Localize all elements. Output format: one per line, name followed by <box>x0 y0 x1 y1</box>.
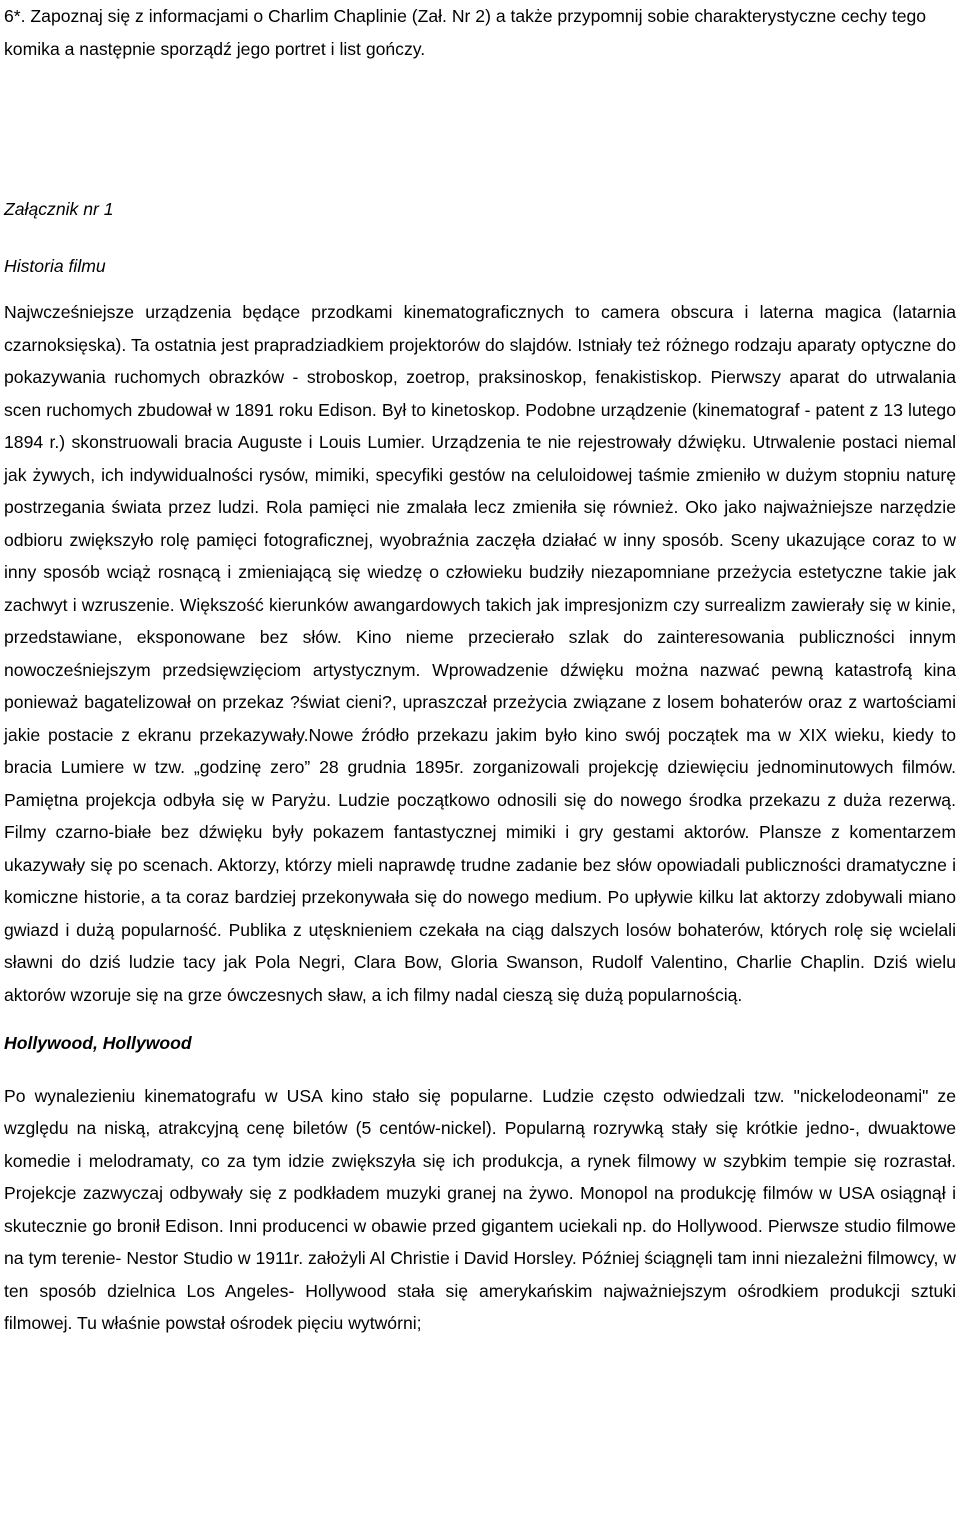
attachment-label: Załącznik nr 1 <box>4 199 114 219</box>
spacer <box>4 65 956 193</box>
spacer <box>4 226 956 250</box>
spacer <box>4 1011 956 1027</box>
section-title-film-history: Historia filmu <box>4 255 106 276</box>
spacer <box>4 282 956 296</box>
task-instruction: 6*. Zapoznaj się z informacjami o Charlim Chaplinie (Zał. Nr 2) a także przypomnij sobie charakterystyczne cechy tego komika a następnie sporządź jego portret i list gończy. <box>4 6 927 59</box>
film-history-paragraph: Najwcześniejsze urządzenia będące przodkami kinematograficznych to camera obscura i laterna magica (latarnia czarnoksięska). Ta ostatnia jest prapradziadkiem projektorów do slajdów. Istniały też różnego rodzaju aparaty optyczne do pokazywania ruchomych obrazków - stroboskop, zoetrop, praksinoskop, fenakistiskop. Pierwszy aparat do utrwalania scen ruchomych zbudował w 1891 roku Edison. Był to kinetoskop. Podobne urządzenie (kinematograf - patent z 13 lutego 1894 r.) skonstruowali bracia Auguste i Louis Lumier. Urządzenia te nie rejestrowały dźwięku. Utrwalenie postaci niemal jak żywych, ich indywidualności rysów, mimiki, specyfiki gestów na celuloidowej taśmie zmieniło w dużym stopniu naturę postrzegania świata przez ludzi. Rola pamięci nie zmalała lecz zmieniła się również. Oko jako najważniejsze narzędzie odbioru zwiększyło rolę pamięci fotograficznej, wyobraźnia zaczęła działać w inny sposób. Sceny ukazujące coraz to w inny sposób wciąż rosnącą i zmieniającą się wiedzę o człowieku budziły niezapomniane przeżycia estetyczne takie jak zachwyt i wzruszenie. Większość kierunków awangardowych takich jak impresjonizm czy surrealizm zawierały się w kinie, przedstawiane, eksponowane bez słów. Kino nieme przecierało szlak do zainteresowania publiczności innym nowocześniejszym przedsięwzięciom artystycznym. Wprowadzenie dźwięku można nazwać pewną katastrofą kina ponieważ bagatelizował on przekaz ?świat cieni?, upraszczał przeżycia związane z losem bohaterów oraz z wartościami jakie postacie z ekranu przekazywały.Nowe źródło przekazu jakim było kino swój początek ma w XIX wieku, kiedy to bracia Lumiere w tzw. „godzinę zero” 28 grudnia 1895r. zorganizowali projekcję dziewięciu jednominutowych filmów. Pamiętna projekcja odbyła się w Paryżu. Ludzie początkowo odnosili się do nowego środka przekazu z duża rezerwą. Filmy czarno-białe bez dźwięku były pokazem fantastycznej mimiki i gry gestami aktorów. Plansze z komentarzem ukazywały się po scenach. Aktorzy, którzy mieli naprawdę trudne zadanie bez słów opowiadali publiczności dramatyczne i komiczne historie, a ta coraz bardziej przekonywała się do nowego medium. Po upływie kilku lat aktorzy zdobywali miano gwiazd i dużą popularność. Publika z utęsknieniem czekała na ciąg dalszych losów bohaterów, których rolę się wcielali sławni do dziś ludzie tacy jak Pola Negri, Clara Bow, Gloria Swanson, Rudolf Valentino, Charlie Chaplin. Dziś wielu aktorów wzoruje się na grze ówczesnych sław, a ich filmy nadal cieszą się dużą popularnością. <box>4 302 956 1005</box>
section-title-hollywood: Hollywood, Hollywood <box>4 1033 192 1053</box>
document-page <box>4 0 956 1340</box>
hollywood-paragraph: Po wynalezieniu kinematografu w USA kino stało się popularne. Ludzie często odwiedzali tzw. "nickelodeonami" ze względu na niską, atrakcyjną cenę biletów (5 centów-nickel). Popularną rozrywką stały się krótkie jedno-, dwuaktowe komedie i melodramaty, co za tym idzie zwiększyła się ich produkcja, a rynek filmowy w szybkim tempie się rozrastał. Projekcje zazwyczaj odbywały się z podkładem muzyki granej na żywo. Monopol na produkcję filmów w USA osiągnął i skutecznie go bronił Edison. Inni producenci w obawie przed gigantem uciekali np. do Hollywood. Pierwsze studio filmowe na tym terenie- Nestor Studio w 1911r. założyli Al Christie i David Horsley. Później ściągnęli tam inni niezależni filmowcy, w ten sposób dzielnica Los Angeles- Hollywood stała się amerykańskim najważniejszym ośrodkiem produkcji sztuki filmowej. Tu właśnie powstał ośrodek pięciu wytwórni; <box>4 1085 956 1333</box>
spacer <box>4 1060 956 1080</box>
